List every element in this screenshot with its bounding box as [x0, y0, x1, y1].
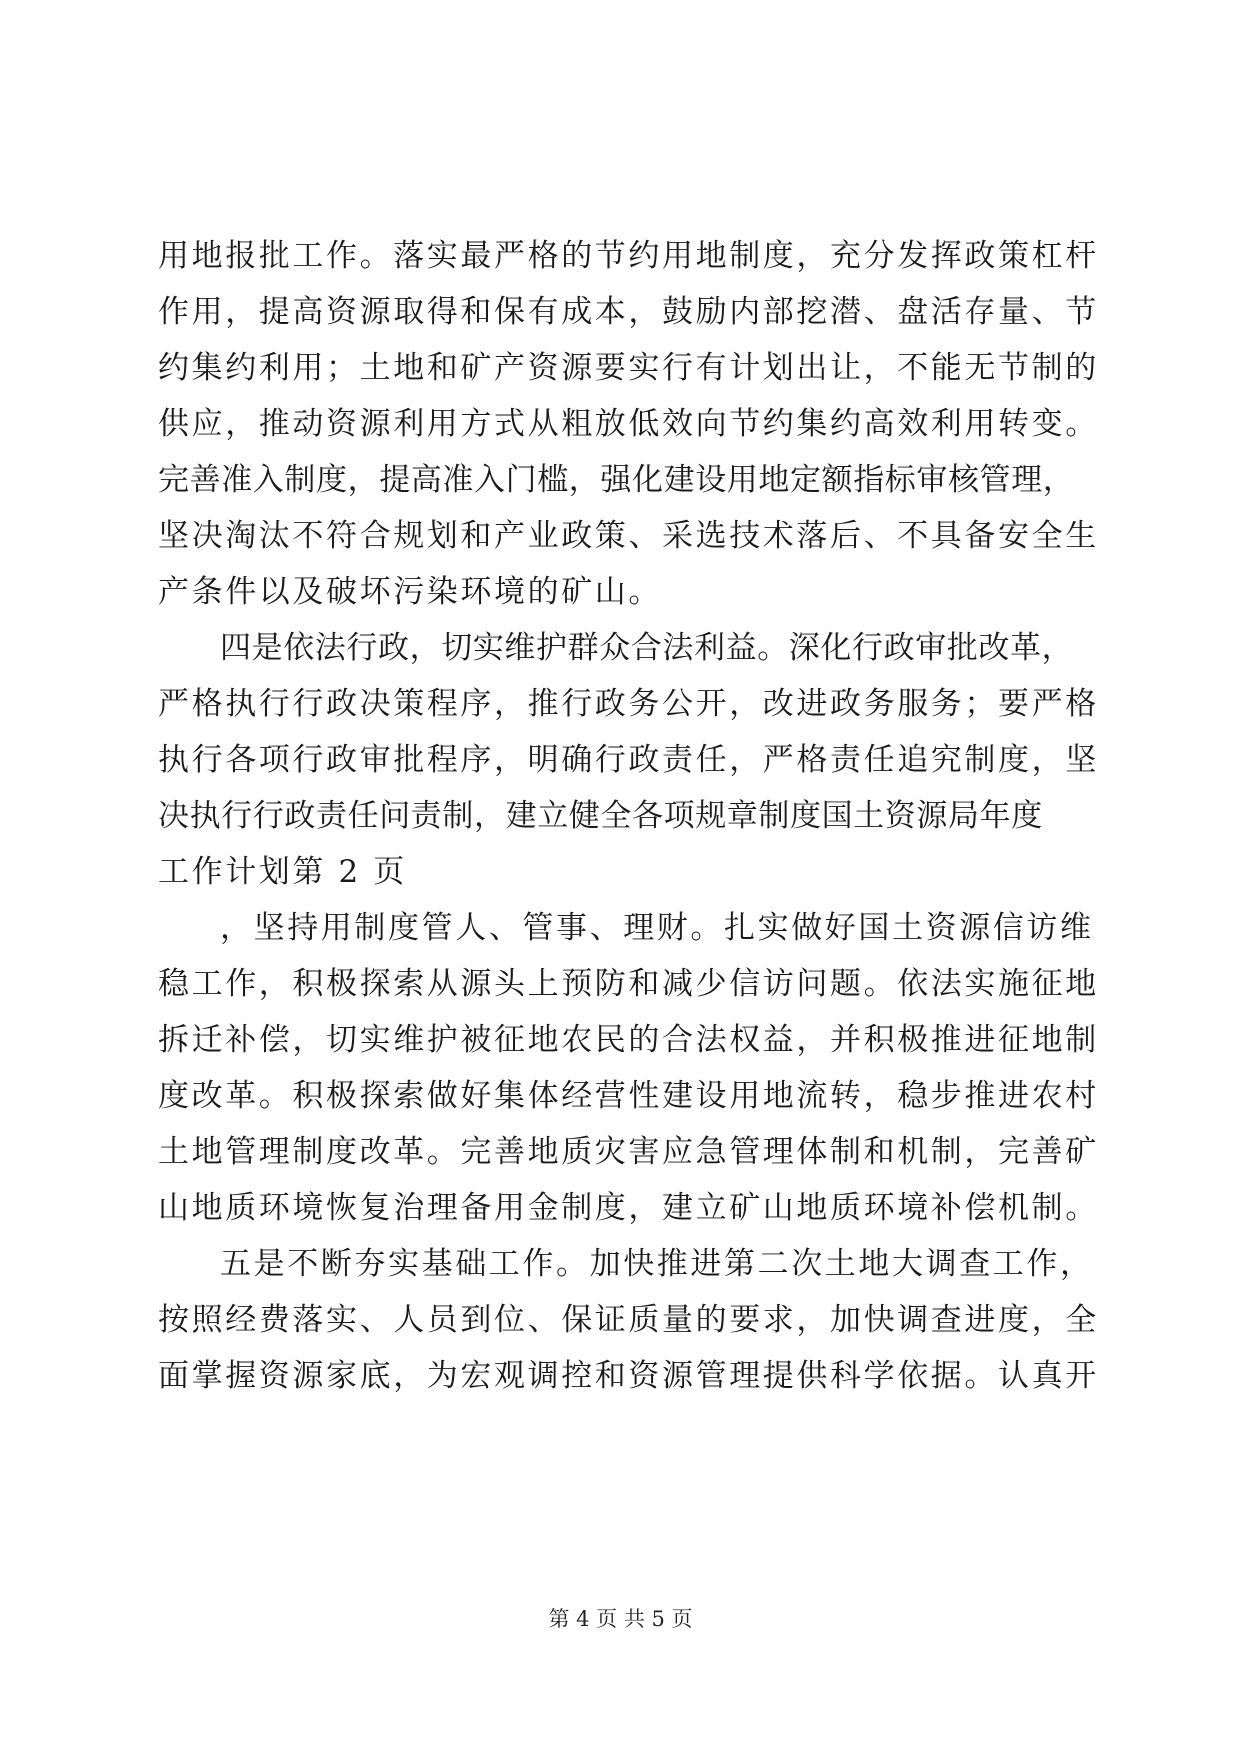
text-line: 稳工作，积极探索从源头上预防和减少信访问题。依法实施征地	[158, 966, 1099, 1002]
text-line: 山地质环境恢复治理备用金制度，建立矿山地质环境补偿机制。	[158, 1190, 1099, 1226]
text-line: 执行各项行政审批程序，明确行政责任，严格责任追究制度，坚	[158, 742, 1099, 778]
text-line: 用地报批工作。落实最严格的节约用地制度，充分发挥政策杠杆	[158, 238, 1099, 274]
text-line: 按照经费落实、人员到位、保证质量的要求，加快调查进度，全	[158, 1302, 1099, 1338]
text-line: 坚决淘汰不符合规划和产业政策、采选技术落后、不具备安全生	[158, 518, 1099, 554]
text-line: 工作计划第 2 页	[158, 854, 407, 890]
text-line: 约集约利用；土地和矿产资源要实行有计划出让，不能无节制的	[158, 350, 1099, 386]
text-line: 供应，推动资源利用方式从粗放低效向节约集约高效利用转变。	[158, 406, 1099, 442]
text-line: 土地管理制度改革。完善地质灾害应急管理体制和机制，完善矿	[158, 1134, 1099, 1170]
text-line: 完善准入制度，提高准入门槛，强化建设用地定额指标审核管理，	[158, 462, 1075, 498]
paragraph-first-line: 四是依法行政，切实维护群众合法利益。深化行政审批改革，	[220, 630, 1074, 666]
text-line: 度改革。积极探索做好集体经营性建设用地流转，稳步推进农村	[158, 1078, 1099, 1114]
text-line: 面掌握资源家底，为宏观调控和资源管理提供科学依据。认真开	[158, 1358, 1099, 1394]
text-line: 产条件以及破坏污染环境的矿山。	[158, 574, 662, 610]
text-line: 决执行行政责任问责制，建立健全各项规章制度国土资源局年度	[158, 798, 1043, 834]
text-line: 拆迁补偿，切实维护被征地农民的合法权益，并积极推进征地制	[158, 1022, 1099, 1058]
page-number-footer: 第 4 页 共 5 页	[548, 1607, 693, 1631]
text-line: 严格执行行政决策程序，推行政务公开，改进政务服务；要严格	[158, 686, 1099, 722]
text-line: 作用，提高资源取得和保有成本，鼓励内部挖潜、盘活存量、节	[158, 294, 1099, 330]
paragraph-first-line: ，坚持用制度管人、管事、理财。扎实做好国土资源信访维	[220, 910, 1094, 946]
paragraph-first-line: 五是不断夯实基础工作。加快推进第二次土地大调查工作，	[220, 1246, 1094, 1282]
